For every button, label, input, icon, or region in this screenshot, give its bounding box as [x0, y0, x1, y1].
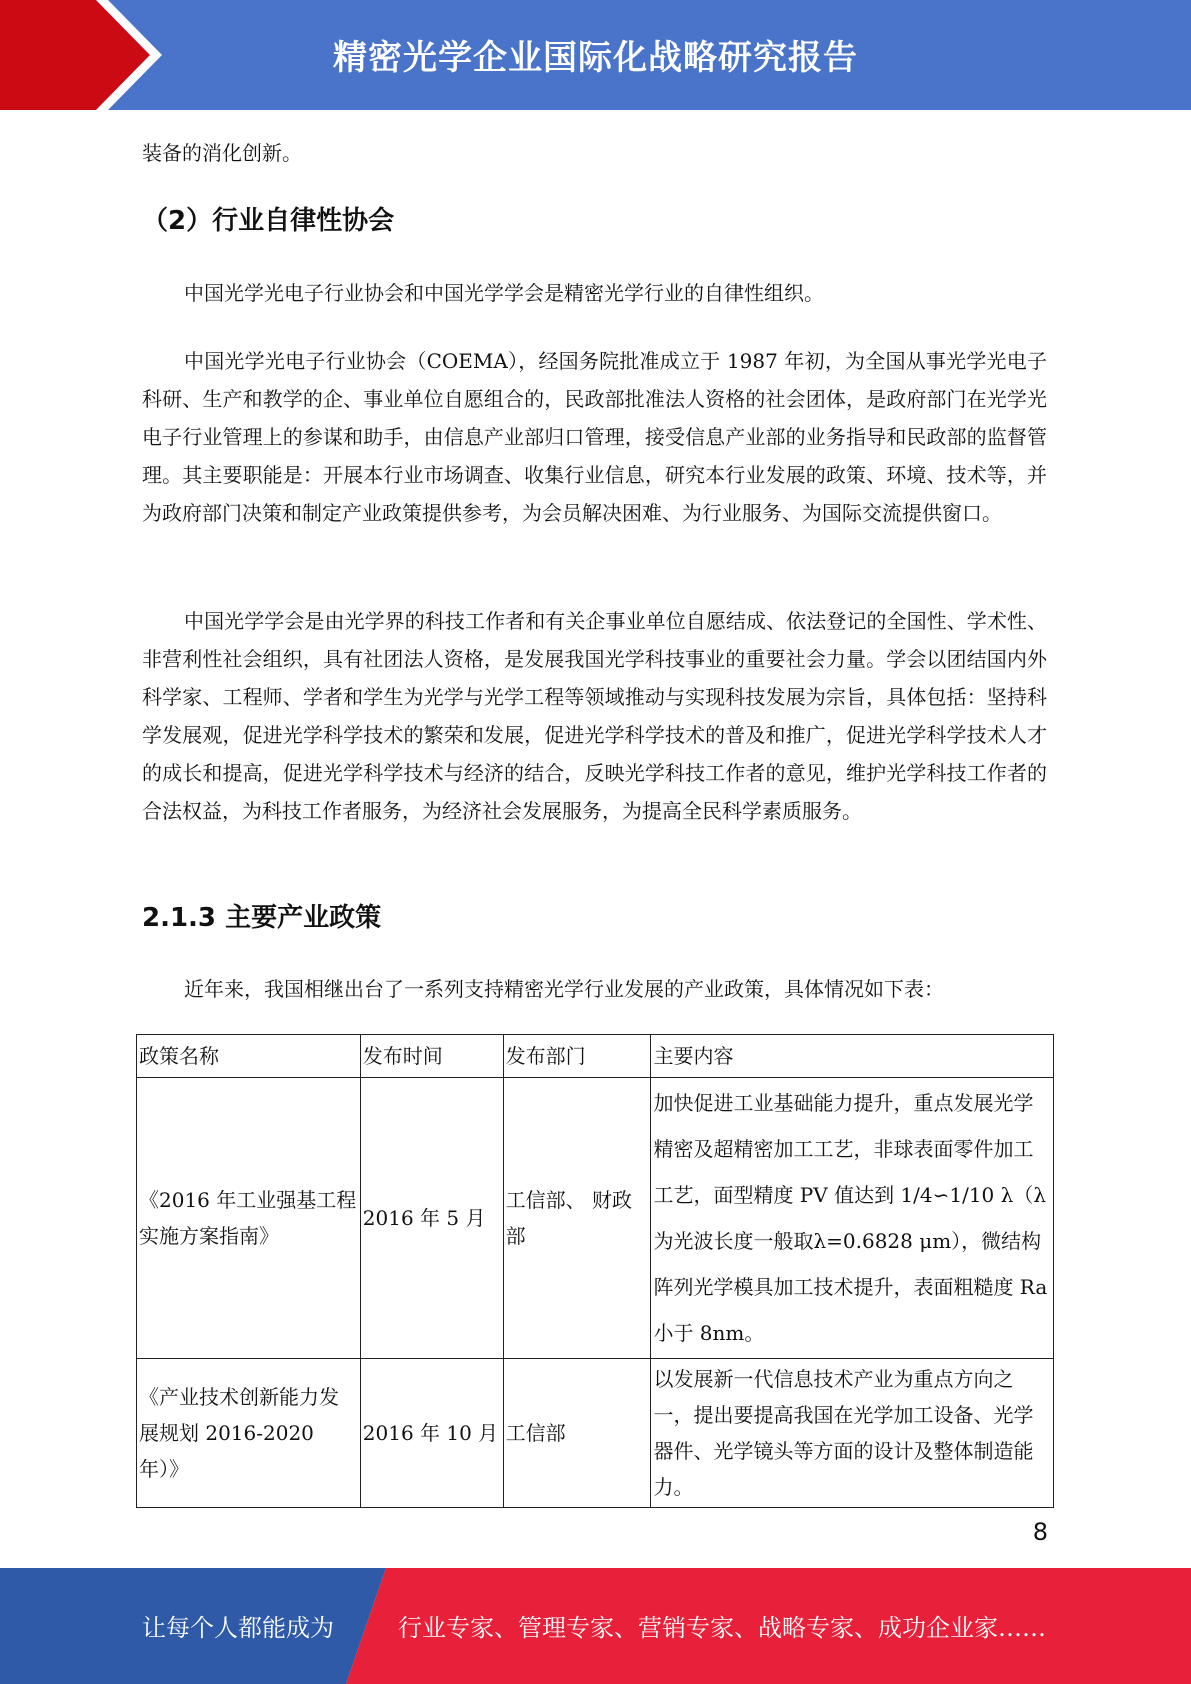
table-header-row: [137, 1035, 1054, 1078]
page-header: [0, 0, 1191, 110]
subheading-industry-associations: （2）行业自律性协会: [142, 206, 395, 236]
table-row: [137, 1359, 1054, 1508]
column-header-name: 政策名称: [137, 1035, 361, 1078]
policy-date-cell: 2016 年 10 月: [360, 1359, 503, 1508]
policy-dept-cell: 工信部、 财政部: [503, 1078, 651, 1359]
page-number: 8: [1032, 1518, 1048, 1546]
paragraph-intro: 中国光学光电子行业协会和中国光学学会是精密光学行业的自律性组织。: [184, 281, 824, 305]
column-header-dept: 发布部门: [503, 1035, 651, 1078]
page-footer: [0, 1568, 1191, 1684]
policy-name-cell: 《产业技术创新能力发展规划 2016-2020 年）》: [137, 1359, 361, 1508]
paragraph-coema: 中国光学光电子行业协会（COEMA），经国务院批准成立于 1987 年初，为全国从事光学光电子科研、生产和教学的企、事业单位自愿组合的，民政部批准法人资格的社会团体，是政府部门在光学光电子行业管理上的参谋和助手，由信息产业部归口管理，接受信息产业部的业务指导和民政部的监督管理。其主要职能是：开展本行业市场调查、收集行业信息，研究本行业发展的政策、环境、技术等，并为政府部门决策和制定产业政策提供参考，为会员解决困难、为行业服务、为国际交流提供窗口。: [142, 349, 1047, 525]
column-header-date: 发布时间: [360, 1035, 503, 1078]
footer-slogan-left: 让每个人都能成为: [142, 1614, 334, 1642]
continuation-text: 装备的消化创新。: [142, 141, 302, 165]
policy-table: [136, 1034, 1054, 1508]
policy-content-cell: 以发展新一代信息技术产业为重点方向之一，提出要提高我国在光学加工设备、光学器件、光学镜头等方面的设计及整体制造能力。: [651, 1359, 1054, 1508]
policy-content-cell: 加快促进工业基础能力提升，重点发展光学精密及超精密加工工艺，非球表面零件加工工艺，面型精度 PV 值达到 1/4∽1/10 λ（λ为光波长度一般取λ=0.6828 μm），微结构阵列光学模具加工技术提升，表面粗糙度 Ra 小于 8nm。: [651, 1078, 1054, 1359]
table-row: [137, 1078, 1054, 1359]
policy-date-cell: 2016 年 5 月: [360, 1078, 503, 1359]
report-title: 精密光学企业国际化战略研究报告: [333, 38, 858, 78]
section-heading-policies: 2.1.3 主要产业政策: [142, 903, 382, 933]
policy-dept-cell: 工信部: [503, 1359, 651, 1508]
paragraph-policy-intro: 近年来，我国相继出台了一系列支持精密光学行业发展的产业政策，具体情况如下表：: [184, 977, 944, 1001]
column-header-content: 主要内容: [651, 1035, 1054, 1078]
footer-slogan-right: 行业专家、管理专家、营销专家、战略专家、成功企业家……: [398, 1614, 1046, 1642]
paragraph-optical-society: 中国光学学会是由光学界的科技工作者和有关企事业单位自愿结成、依法登记的全国性、学术性、非营利性社会组织，具有社团法人资格，是发展我国光学科技事业的重要社会力量。学会以团结国内外科学家、工程师、学者和学生为光学与光学工程等领域推动与实现科技发展为宗旨，具体包括：坚持科学发展观，促进光学科学技术的繁荣和发展，促进光学科学技术的普及和推广，促进光学科学技术人才的成长和提高，促进光学科学技术与经济的结合，反映光学科技工作者的意见，维护光学科技工作者的合法权益，为科技工作者服务，为经济社会发展服务，为提高全民科学素质服务。: [142, 609, 1047, 823]
policy-name-cell: 《2016 年工业强基工程实施方案指南》: [137, 1078, 361, 1359]
